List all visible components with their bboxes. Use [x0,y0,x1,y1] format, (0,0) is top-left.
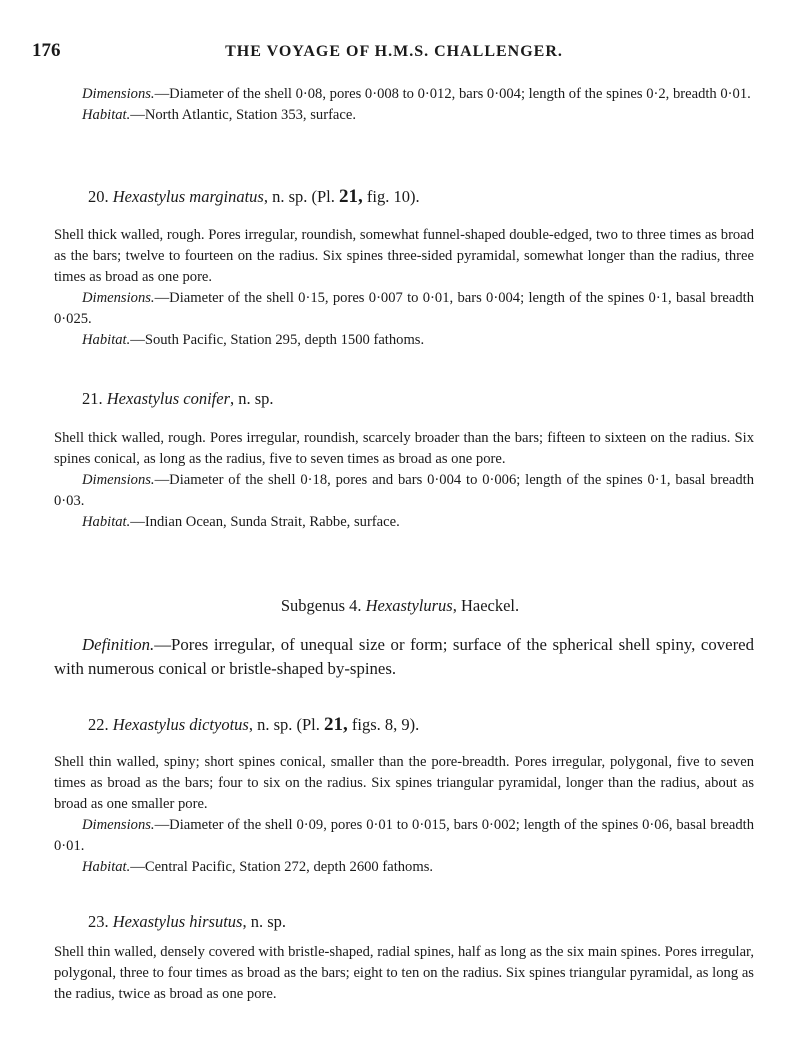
habitat-text: —Central Pacific, Station 272, depth 2600 fathoms. [130,859,434,875]
top-dimensions [54,84,754,105]
species-22-body [54,752,754,878]
running-title: THE VOYAGE OF H.M.S. CHALLENGER. [225,43,563,60]
species-number: 23. [88,912,109,931]
top-habitat [54,105,754,126]
habitat-label: Habitat. [82,332,131,348]
habitat-label: Habitat. [82,859,131,875]
species-21-dimensions [54,470,754,512]
species-suffix: , n. sp. (Pl. [263,187,335,206]
species-number: 22. [88,715,109,734]
subgenus-definition-block [54,633,754,681]
species-name: Hexastylus hirsutus [112,912,243,931]
top-continuation [54,84,754,126]
species-23-description: Shell thin walled, densely covered with bristle-shaped, radial spines, half as long as the six main spines. Pores irregular, polygonal, three to four times as broad as the bars; eight to ten on the radius. Six spines triangular pyramidal, as long as the radius, twice as broad as one pore. [54,944,754,1002]
subgenus-definition [54,633,754,681]
species-name: Hexastylus dictyotus [112,715,249,734]
habitat-label: Habitat. [82,514,131,530]
plate-number: 21, [339,186,363,207]
habitat-text: —South Pacific, Station 295, depth 1500 fathoms. [130,332,425,348]
species-20-description: Shell thick walled, rough. Pores irregular, roundish, somewhat funnel-shaped double-edged, two to three times as broad as the bars; twelve to fourteen on the radius. Six spines three-sided pyramidal, somewhat longer than the radius, three times as broad as one pore. [54,227,754,285]
species-name: Hexastylus conifer [106,389,231,408]
species-number: 21. [82,389,103,408]
page-number: 176 [32,40,61,61]
habitat-text: —North Atlantic, Station 353, surface. [130,107,357,123]
page-header [32,40,756,66]
habitat-label: Habitat. [82,107,131,123]
species-22-dimensions [54,815,754,857]
species-22-heading [88,714,419,736]
species-21-description: Shell thick walled, rough. Pores irregular, roundish, scarcely broader than the bars; fifteen to sixteen on the radius. Six spines conical, as long as the radius, five to seven times as broad as one pore. [54,430,754,467]
species-suffix: , n. sp. (Pl. [248,715,320,734]
dimensions-text: —Diameter of the shell 0·15, pores 0·007 to 0·01, bars 0·004; length of the spines 0·1, basal breadth 0·025. [54,290,754,327]
dimensions-label: Dimensions. [82,817,155,833]
dimensions-text: —Diameter of the shell 0·18, pores and bars 0·004 to 0·006; length of the spines 0·1, basal breadth 0·03. [54,472,754,509]
dimensions-label: Dimensions. [82,290,155,306]
species-20-heading [88,186,420,208]
species-22-habitat [54,857,754,878]
dimensions-label: Dimensions. [82,472,155,488]
dimensions-text: —Diameter of the shell 0·08, pores 0·008 to 0·012, bars 0·004; length of the spines 0·2, breadth 0·01. [154,86,751,102]
species-21-body [54,428,754,533]
species-name: Hexastylus marginatus [112,187,264,206]
subgenus-author: , Haeckel. [452,596,520,615]
species-suffix: , n. sp. [230,389,274,408]
dimensions-label: Dimensions. [82,86,155,102]
species-23-body [54,942,754,1005]
subgenus-name: Hexastylurus [365,596,453,615]
definition-text: —Pores irregular, of unequal size or form; surface of the spherical shell spiny, covered with numerous conical or bristle-shaped by-spines. [54,635,754,678]
definition-label: Definition. [82,635,155,654]
species-number: 20. [88,187,109,206]
species-22-description: Shell thin walled, spiny; short spines conical, smaller than the pore-breadth. Pores irregular, polygonal, five to seven times as broad as the bars; four to six on the radius. Six spines triangular pyramidal, longer than the radius, about as broad as one smaller pore. [54,754,754,812]
species-21-heading [82,389,274,409]
subgenus-heading [0,596,800,616]
species-20-habitat [54,330,754,351]
species-23-heading [88,912,286,932]
figure-ref: figs. 8, 9). [351,715,420,734]
plate-number: 21, [324,714,348,735]
species-suffix: , n. sp. [242,912,287,931]
species-21-habitat [54,512,754,533]
species-20-dimensions [54,288,754,330]
species-20-body [54,225,754,351]
subgenus-prefix: Subgenus 4. [280,596,362,615]
habitat-text: —Indian Ocean, Sunda Strait, Rabbe, surface. [130,514,400,530]
dimensions-text: —Diameter of the shell 0·09, pores 0·01 to 0·015, bars 0·002; length of the spines 0·06, basal breadth 0·01. [54,817,754,854]
figure-ref: fig. 10). [366,187,420,206]
